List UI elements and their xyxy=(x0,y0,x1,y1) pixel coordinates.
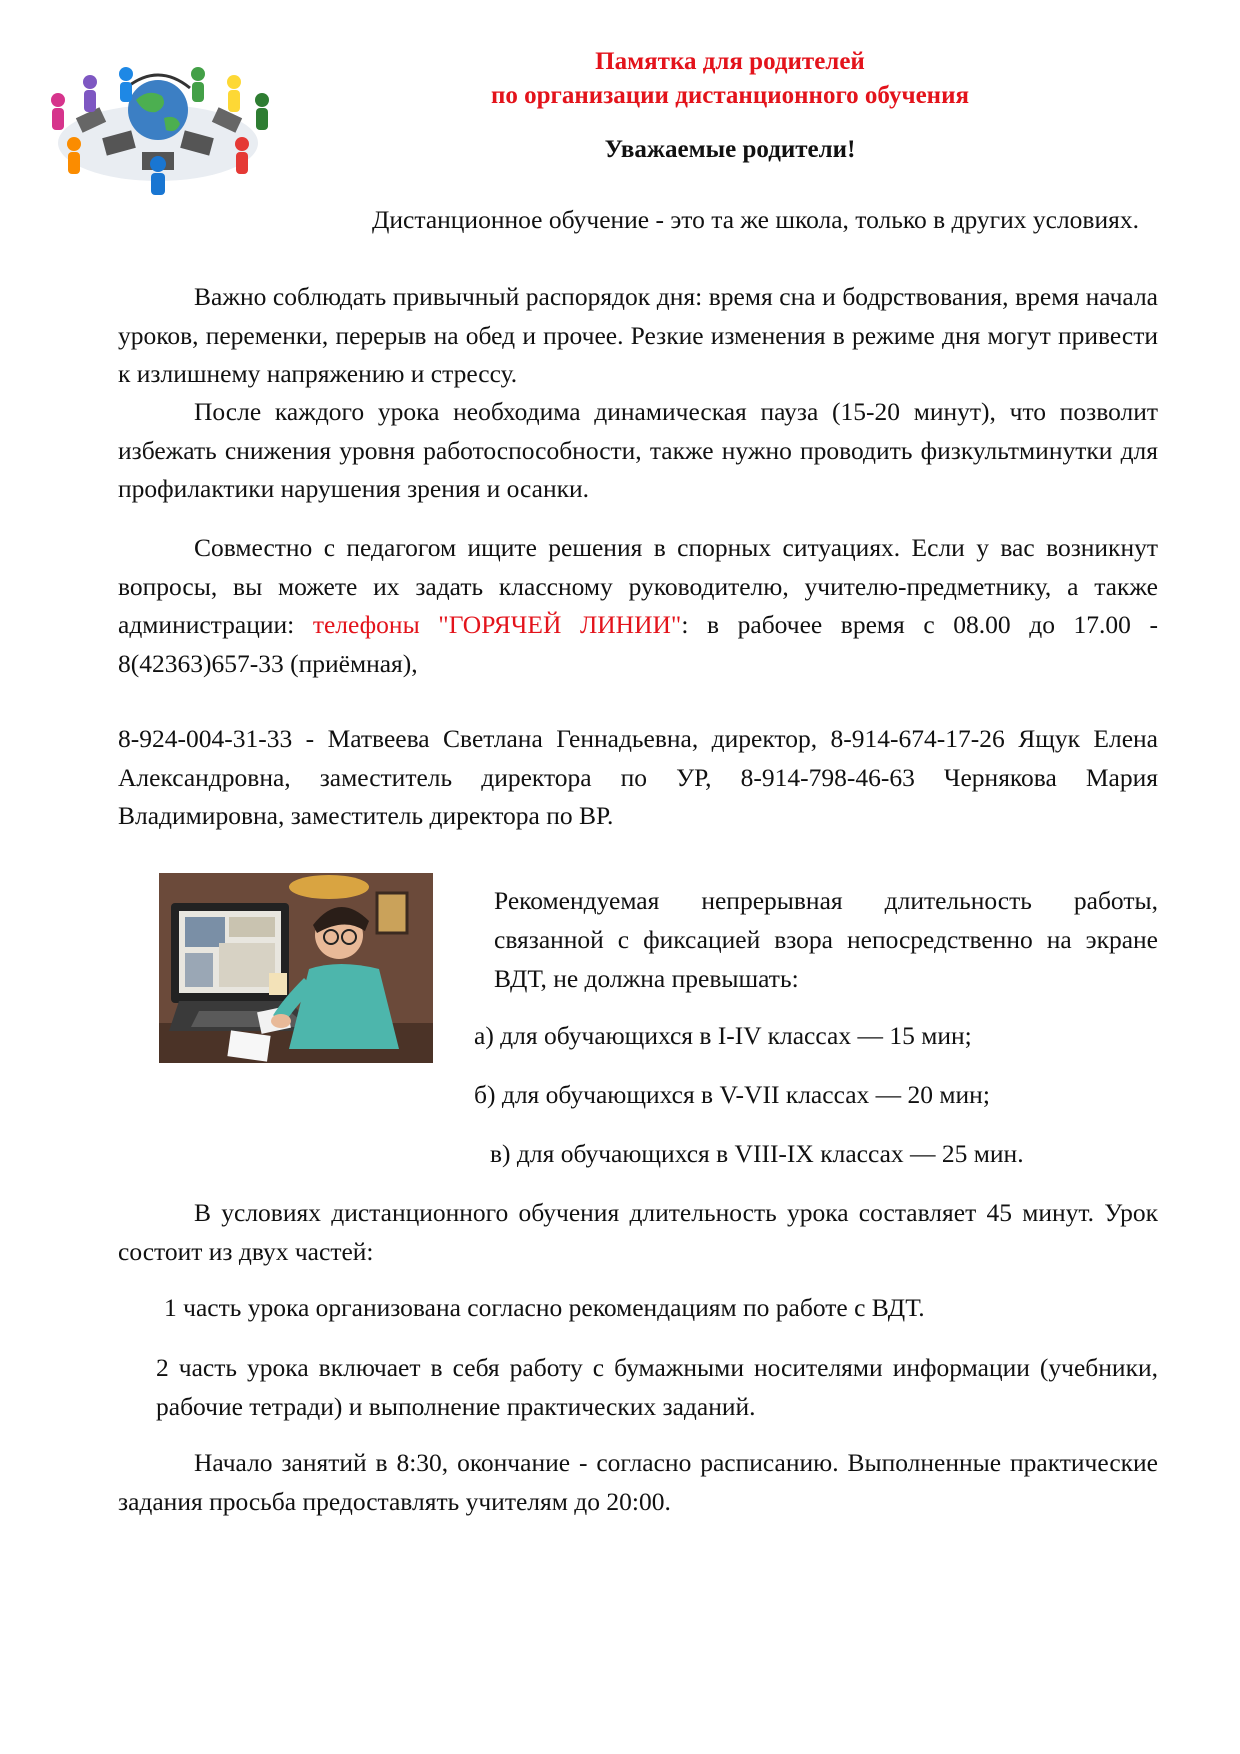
lesson-part-2: 2 часть урока включает в себя работу с бумажными носителями информации (учебники, рабочие тетради) и выполнение практических заданий. xyxy=(156,1353,1158,1421)
screen-time-item-grades-5-7: б) для обучающихся в V-VII классах — 20 мин; xyxy=(474,1080,990,1109)
paragraph-contacts xyxy=(118,529,1158,683)
paragraph-screen-time: Рекомендуемая непрерывная длительность работы, связанной с фиксацией взора непосредственно на экране ВДТ, не должна превышать: xyxy=(494,886,1158,993)
contacts-text-after: : в рабочее время с 08.00 до 17.00 - 8(42363)657-33 (приёмная), xyxy=(118,610,1158,678)
screen-time-item-grades-8-9: в) для обучающихся в VIII-IX классах — 25 мин. xyxy=(490,1139,1024,1168)
student-at-computer-illustration xyxy=(159,873,433,1063)
paragraph-schedule: Начало занятий в 8:30, окончание - согласно расписанию. Выполненные практические задания просьба предоставлять учителям до 20:00. xyxy=(118,1448,1158,1516)
paragraph-phone-list: 8-924-004-31-33 - Матвеева Светлана Геннадьевна, директор, 8-914-674-17-26 Ящук Елена Александровна, заместитель директора по УР, 8-914-798-46-63 Чернякова Мария Владимировна, заместитель директора по ВР. xyxy=(118,724,1158,830)
paragraph-dynamic-pause: После каждого урока необходима динамическая пауза (15-20 минут), что позволит избежать снижения уровня работоспособности, также нужно проводить физкультминутки для профилактики нарушения зрения и осанки. xyxy=(118,397,1158,503)
lesson-part-1: 1 часть урока организована согласно рекомендациям по работе с ВДТ. xyxy=(164,1293,925,1322)
paragraph-daily-routine: Важно соблюдать привычный распорядок дня: время сна и бодрствования, время начала уроков, переменки, перерыв на обед и прочее. Резкие изменения в режиме дня могут привести к излишнему напряжению и стрессу. xyxy=(118,282,1158,388)
contacts-text-before: Совместно с педагогом ищите решения в спорных ситуациях. Если у вас возникнут вопросы, вы можете их задать классному руководителю, учителю-предметнику, а также администрации: xyxy=(118,533,1158,639)
hotline-label: телефоны "ГОРЯЧЕЙ ЛИНИИ" xyxy=(312,610,682,639)
document-title-line-2: по организации дистанционного обучения xyxy=(490,82,970,109)
screen-time-item-grades-1-4: а) для обучающихся в I-IV классах — 15 мин; xyxy=(474,1021,972,1050)
document-title-line-1: Памятка для родителей xyxy=(595,48,865,75)
network-globe-illustration xyxy=(38,48,278,198)
paragraph-lesson-duration: В условиях дистанционного обучения длительность урока составляет 45 минут. Урок состоит из двух частей: xyxy=(118,1198,1158,1266)
greeting: Уважаемые родители! xyxy=(604,136,856,163)
paragraph-intro: Дистанционное обучение - это та же школа, только в других условиях. xyxy=(372,205,1139,234)
